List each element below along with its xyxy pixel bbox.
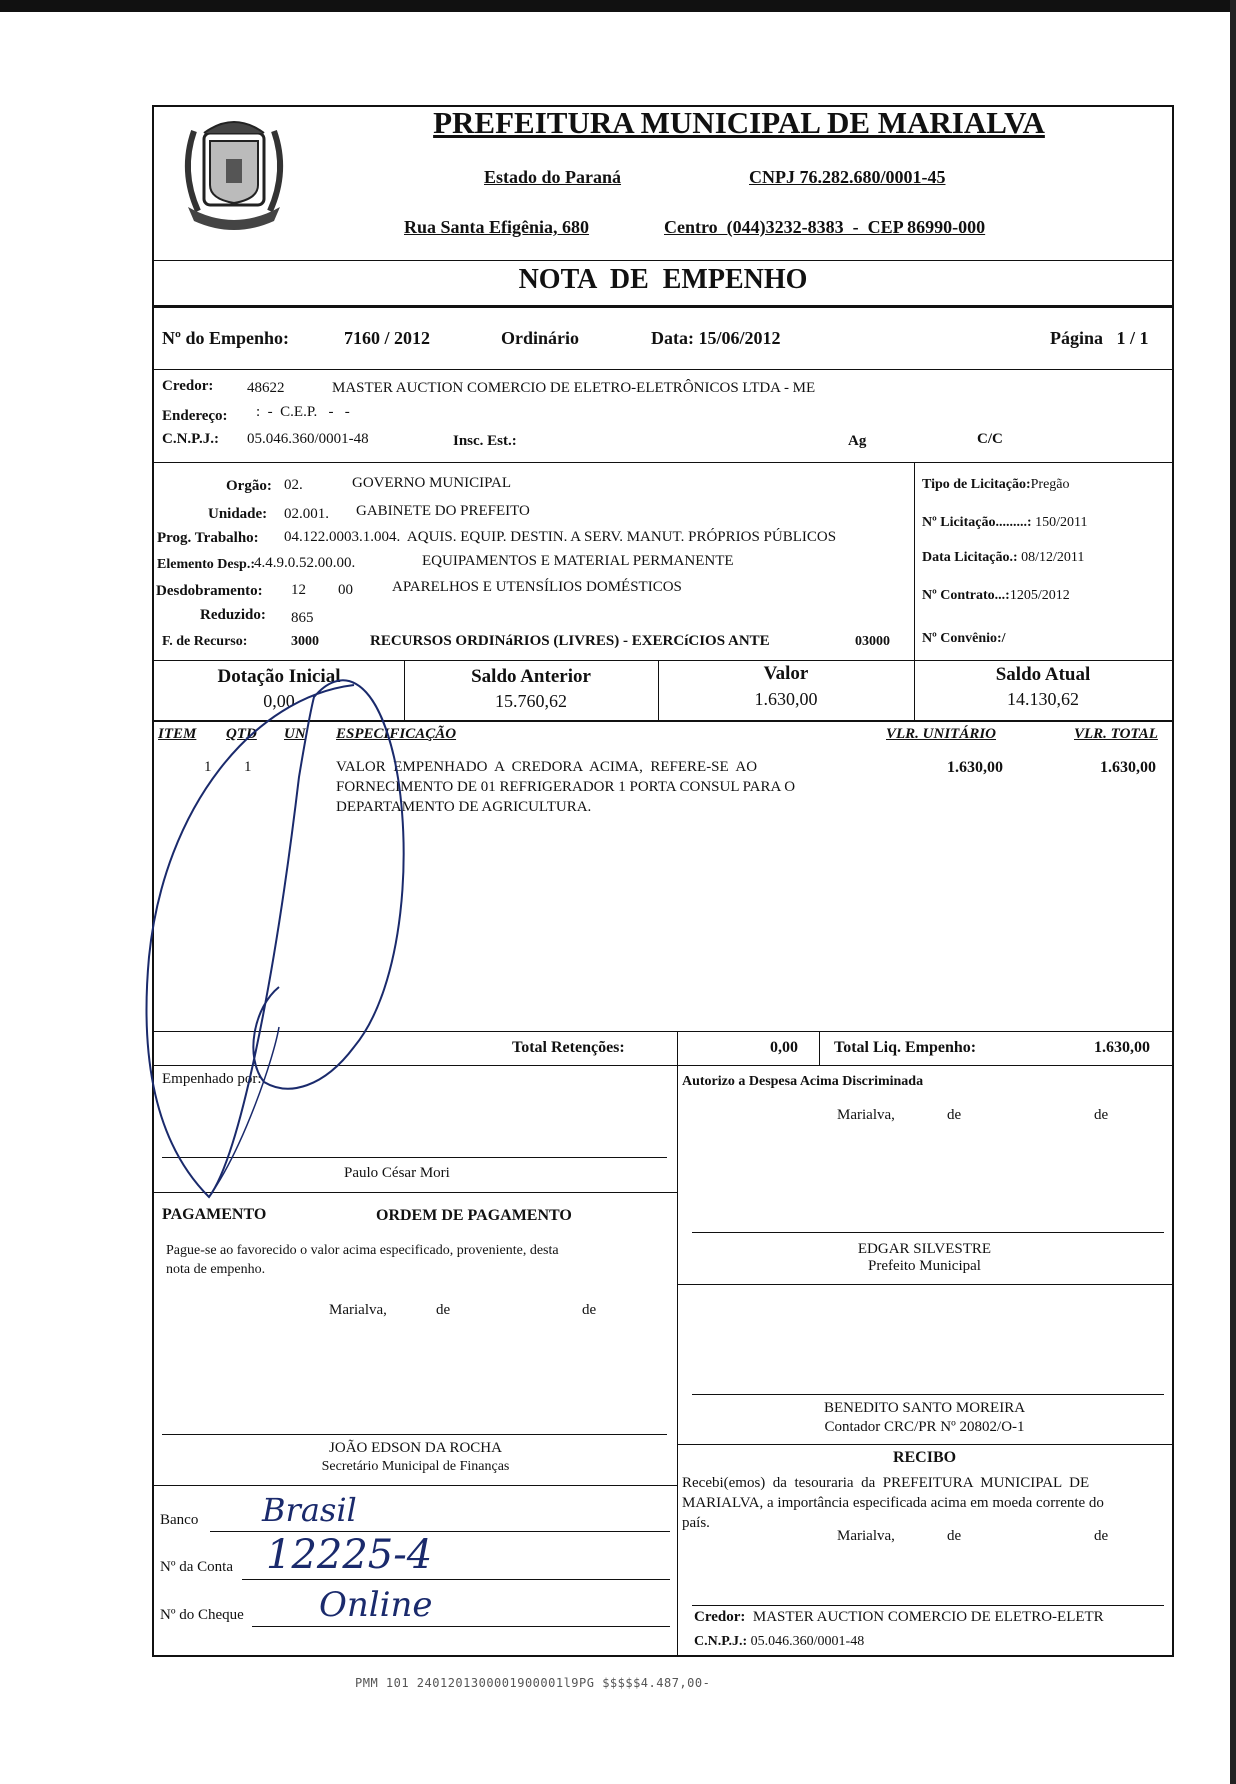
- secretario-title: Secretário Municipal de Finanças: [321, 1459, 510, 1474]
- elemento-label: Elemento Desp.:: [157, 557, 255, 572]
- autorizo-de-2: de: [1094, 1107, 1109, 1123]
- item-qtd: 1: [244, 759, 252, 775]
- account-label: C/C: [977, 431, 1003, 447]
- scan-top-border: [0, 0, 1236, 12]
- pagamento-de-1: de: [436, 1302, 451, 1318]
- divider: [154, 462, 1172, 463]
- desdobramento-name: APARELHOS E UTENSÍLIOS DOMÉSTICOS: [392, 579, 682, 595]
- nota-de-empenho-form: [152, 105, 1174, 1657]
- recibo-text-line-1: Recebi(emos) da tesouraria da PREFEITURA MUNICIPAL DE: [682, 1475, 1090, 1491]
- items-header-total: VLR. TOTAL: [1074, 726, 1158, 742]
- recibo-city: Marialva,: [837, 1528, 895, 1544]
- unidade-label: Unidade:: [208, 506, 268, 522]
- recibo-title: RECIBO: [892, 1449, 957, 1466]
- fonte-name: RECURSOS ORDINáRIOS (LIVRES) - EXERCíCIOS ANTE: [370, 633, 770, 649]
- autorizo-city: Marialva,: [837, 1107, 895, 1123]
- desdobramento-b: 00: [338, 582, 353, 598]
- reduzido-label: Reduzido:: [200, 607, 266, 623]
- orgao-code: 02.: [284, 477, 303, 493]
- retencoes-label: Total Retenções:: [512, 1039, 625, 1056]
- orgao-name: GOVERNO MUNICIPAL: [352, 475, 512, 491]
- licitacao-type: [922, 477, 1070, 493]
- empenho-date: Data: 15/06/2012: [651, 328, 781, 348]
- saldo-anterior-value: 15.760,62: [495, 691, 567, 711]
- fonte-code: 3000: [291, 634, 319, 649]
- dotacao-value: 0,00: [263, 691, 295, 711]
- divider: [914, 462, 915, 660]
- cheque-value: Online: [319, 1585, 433, 1625]
- valor-value: 1.630,00: [754, 689, 818, 709]
- item-unit-price: 1.630,00: [947, 759, 1003, 776]
- item-desc-line-3: DEPARTAMENTO DE AGRICULTURA.: [336, 799, 592, 815]
- prog-label: Prog. Trabalho:: [157, 530, 259, 546]
- empenho-label: Nº do Empenho:: [162, 328, 289, 348]
- desdobramento-a: 12: [291, 582, 306, 598]
- header-address: Rua Santa Efigênia, 680: [404, 217, 590, 237]
- liquido-label: Total Liq. Empenho:: [834, 1039, 977, 1056]
- credor-label: Credor:: [162, 378, 214, 394]
- cheque-label: Nº do Cheque: [160, 1607, 244, 1623]
- header-district-phone-cep: Centro (044)3232-8383 - CEP 86990-000: [664, 217, 986, 237]
- valor-label: Valor: [763, 663, 809, 684]
- empenho-number: 7160 / 2012: [344, 328, 431, 348]
- header-state: Estado do Paraná: [484, 167, 622, 187]
- item-desc-line-2: FORNECIMENTO DE 01 REFRIGERADOR 1 PORTA CONSUL PARA O: [336, 779, 796, 795]
- contrato-label: Nº Contrato...:: [922, 588, 1010, 603]
- elemento-name: EQUIPAMENTOS E MATERIAL PERMANENTE: [422, 553, 734, 569]
- licitacao-type-value: Pregão: [1030, 477, 1070, 492]
- divider: [677, 1031, 678, 1657]
- contrato-value: 1205/2012: [1009, 588, 1070, 603]
- recibo-credor-value: MASTER AUCTION COMERCIO DE ELETRO-ELETR: [752, 1609, 1104, 1625]
- recibo-credor: [694, 1609, 1104, 1626]
- signature-line: [692, 1232, 1164, 1233]
- saldo-atual-value: 14.130,62: [1007, 689, 1079, 709]
- divider: [154, 260, 1172, 261]
- mayor-name: EDGAR SILVESTRE: [857, 1241, 992, 1257]
- cnpj-value: 05.046.360/0001-48: [247, 431, 369, 447]
- document-title: NOTA DE EMPENHO: [518, 264, 808, 295]
- saldo-anterior-label: Saldo Anterior: [471, 666, 591, 687]
- divider: [154, 1031, 1172, 1032]
- header-cnpj: CNPJ 76.282.680/0001-45: [749, 167, 946, 187]
- endereco-value: : - C.E.P. - -: [256, 404, 350, 420]
- municipal-coat-of-arms-icon: [164, 111, 304, 239]
- convenio-label: Nº Convênio:/: [922, 631, 1006, 646]
- pagamento-city: Marialva,: [329, 1302, 387, 1318]
- item-total: 1.630,00: [1100, 759, 1156, 776]
- licitacao-date-value: 08/12/2011: [1021, 550, 1085, 565]
- signature-line: [162, 1434, 667, 1435]
- items-header-item: ITEM: [158, 726, 197, 742]
- licitacao-number-value: 150/2011: [1035, 515, 1088, 530]
- secretario-name: JOÃO EDSON DA ROCHA: [329, 1440, 502, 1456]
- licitacao-number: [922, 515, 1087, 531]
- divider: [154, 1192, 677, 1193]
- liquido-value: 1.630,00: [1094, 1039, 1150, 1056]
- pagamento-text-line-1: Pague-se ao favorecido o valor acima especificado, proveniente, desta: [166, 1243, 559, 1258]
- cnpj-label: C.N.P.J.:: [162, 431, 219, 447]
- items-header-especificacao: ESPECIFICAÇÃO: [336, 726, 457, 742]
- credor-name: MASTER AUCTION COMERCIO DE ELETRO-ELETRÔNICOS LTDA - ME: [332, 380, 816, 396]
- divider: [154, 305, 1172, 308]
- prog-value: 04.122.0003.1.004. AQUIS. EQUIP. DESTIN. A SERV. MANUT. PRÓPRIOS PÚBLICOS: [284, 529, 837, 545]
- insc-est-label: Insc. Est.:: [453, 433, 517, 449]
- conta-label: Nº da Conta: [160, 1559, 233, 1575]
- dotacao-label: Dotação Inicial: [217, 666, 341, 687]
- divider: [819, 1031, 820, 1066]
- reduzido-value: 865: [291, 610, 314, 626]
- page-indicator: Página 1 / 1: [1050, 328, 1149, 348]
- divider: [154, 369, 1172, 370]
- items-header-un: UN: [284, 726, 306, 742]
- elemento-code: 4.4.9.0.52.00.00.: [254, 555, 356, 571]
- ordem-pagamento-label: ORDEM DE PAGAMENTO: [376, 1207, 572, 1224]
- signature-line: [692, 1394, 1164, 1395]
- retencoes-value: 0,00: [770, 1039, 798, 1056]
- banco-value: Brasil: [262, 1491, 357, 1529]
- pagamento-text-line-2: nota de empenho.: [166, 1262, 266, 1277]
- unidade-code: 02.001.: [284, 506, 329, 522]
- licitacao-date: [922, 550, 1084, 566]
- recibo-de-1: de: [947, 1528, 962, 1544]
- divider: [677, 1444, 1172, 1445]
- divider: [154, 1065, 1172, 1066]
- item-desc-line-1: VALOR EMPENHADO A CREDORA ACIMA, REFERE-SE AO: [336, 759, 758, 775]
- autorizo-de-1: de: [947, 1107, 962, 1123]
- conta-line: [242, 1579, 670, 1580]
- divider: [154, 660, 1172, 661]
- recibo-de-2: de: [1094, 1528, 1109, 1544]
- divider: [677, 1284, 1172, 1285]
- signature-line: [692, 1605, 1164, 1606]
- mayor-title: Prefeito Municipal: [868, 1258, 981, 1274]
- desdobramento-label: Desdobramento:: [156, 583, 263, 599]
- footer-code: PMM 101 2401201300001900001l9PG $$$$$4.487,00-: [355, 1676, 711, 1690]
- agency-label: Ag: [848, 433, 867, 449]
- recibo-cnpj: [694, 1634, 864, 1650]
- empenhado-name: Paulo César Mori: [344, 1165, 450, 1181]
- orgao-label: Orgão:: [226, 478, 272, 494]
- empenho-type: Ordinário: [501, 328, 580, 348]
- fonte-end-code: 03000: [855, 634, 890, 649]
- pagamento-label: PAGAMENTO: [162, 1206, 267, 1223]
- credor-code: 48622: [247, 380, 285, 396]
- signature-line: [162, 1157, 667, 1158]
- saldo-atual-label: Saldo Atual: [995, 664, 1091, 685]
- items-header-qtd: QTD: [226, 726, 257, 742]
- recibo-text-line-2: MARIALVA, a importância especificada acima em moeda corrente do: [682, 1495, 1104, 1511]
- conta-value: 12225-4: [266, 1532, 433, 1578]
- items-header-unit-price: VLR. UNITÁRIO: [886, 726, 997, 742]
- unidade-name: GABINETE DO PREFEITO: [356, 503, 530, 519]
- banco-label: Banco: [160, 1512, 199, 1528]
- accountant-title: Contador CRC/PR Nº 20802/O-1: [824, 1419, 1025, 1435]
- autorizo-label: Autorizo a Despesa Acima Discriminada: [682, 1074, 924, 1089]
- accountant-name: BENEDITO SANTO MOREIRA: [823, 1400, 1026, 1416]
- recibo-credor-label: Credor:: [694, 1609, 746, 1625]
- licitacao-number-label: Nº Licitação.........:: [922, 515, 1032, 530]
- contrato-number: [922, 588, 1070, 604]
- divider: [154, 1485, 677, 1486]
- recibo-text-line-3: país.: [682, 1515, 710, 1531]
- recibo-cnpj-label: C.N.P.J.:: [694, 1634, 748, 1649]
- licitacao-date-label: Data Licitação.:: [922, 550, 1018, 565]
- empenhado-label: Empenhado por:: [162, 1071, 262, 1087]
- fonte-label: F. de Recurso:: [162, 634, 248, 649]
- endereco-label: Endereço:: [162, 408, 228, 424]
- header-title: PREFEITURA MUNICIPAL DE MARIALVA: [433, 105, 1045, 140]
- recibo-cnpj-value: 05.046.360/0001-48: [750, 1634, 865, 1649]
- pagamento-de-2: de: [582, 1302, 597, 1318]
- cheque-line: [252, 1626, 670, 1627]
- item-number: 1: [204, 759, 212, 775]
- scan-right-border: [1230, 0, 1236, 1784]
- licitacao-type-label: Tipo de Licitação:: [922, 477, 1031, 492]
- divider: [154, 720, 1172, 722]
